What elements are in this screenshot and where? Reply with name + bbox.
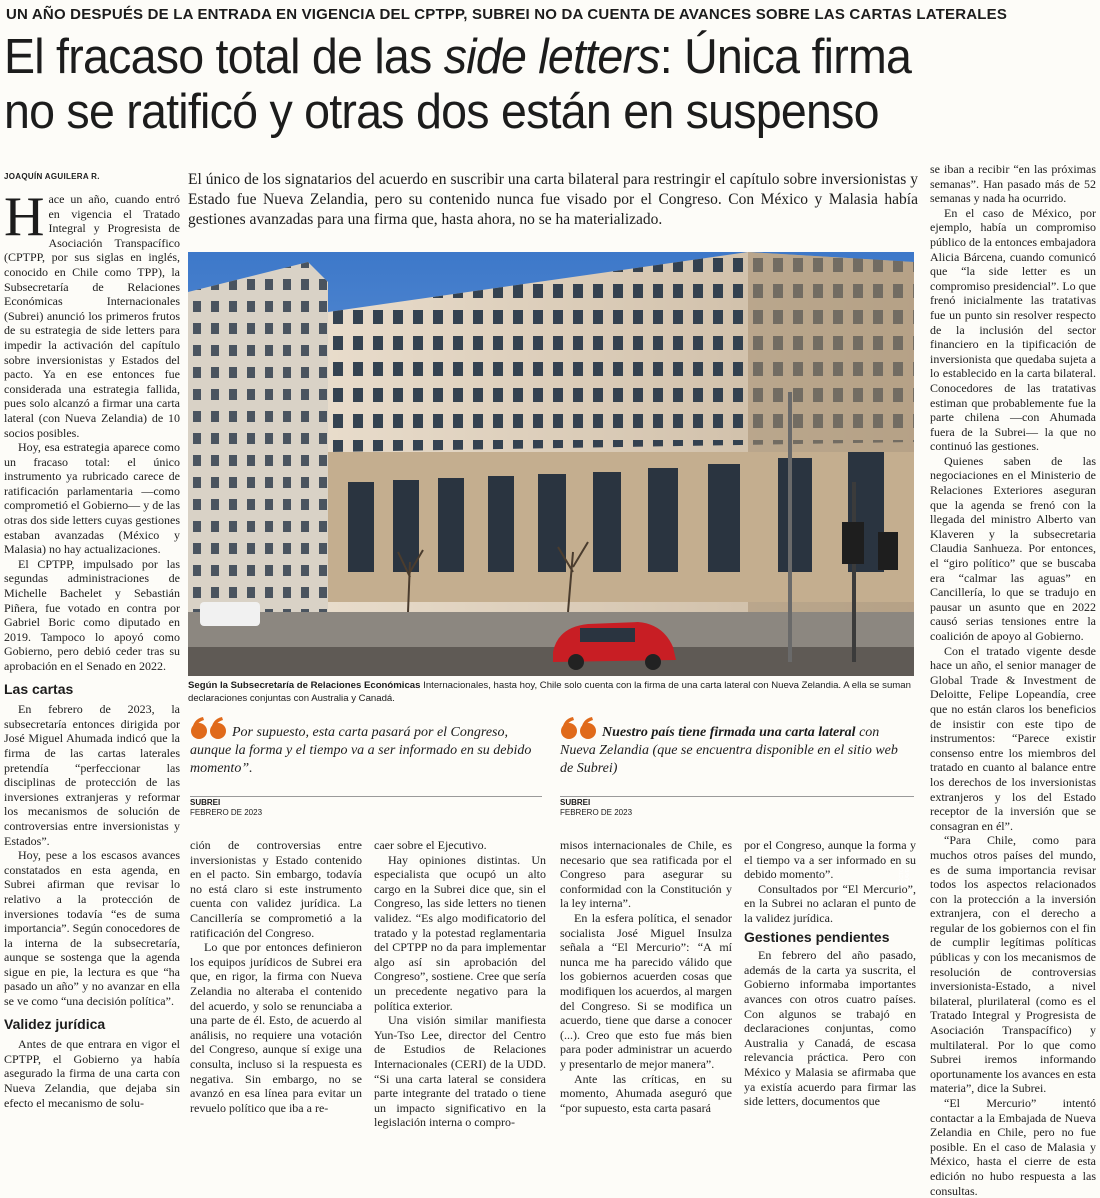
lead-paragraph: El único de los signatarios del acuerdo en suscribir una carta bilateral para restringir el capítulo sobre inversionistas y Estado fue Nueva Zelandia, pero su contenido nunca fue visado por el Congreso. Con México y Malasia había gestiones avanzadas para una firma que, hasta ahora, no se ha materializado. <box>188 171 918 228</box>
divider <box>190 796 542 797</box>
right-column: se iban a recibir “en las próximas semanas”. Han pasado más de 52 semanas y nada ha ocurrido. En el caso de México, por ejemplo, había un compromiso público de la entonces embajadora Alicia Bárcena, cuando comunicó que “la side letter es un compromiso presidencial”. Lo que frenó inicialmente las tratativas fue un punto sin resolver respecto de la inclusión del sector financiero en la tipificación de inversionista que quedaba sujeta a lo establecido en la carta bilateral. Conocedores de las tratativas estiman que probablemente fue la parte chilena —con Ahumada fuera de la Subrei— la que no continuó las gestiones. Quienes saben de las negociaciones en el Ministerio de Relaciones Exteriores aseguran que la agenda se frenó con la llegada del ministro Alberto van Klaveren y la subsecretaria Claudia Sanhueza. Por entonces, el “giro político” que se buscaba era “calmar las aguas” en Cancillería, lo que se tradujo en pausar un asunto que en 2022 causó serias tensiones entre la coalición de apoyo al Gobierno. Con el tratado vigente desde hace un año, el senior manager de Global Trade & Investment de Deloitte, Felipe Lopeandía, cree que no están claros los beneficios de insistir con este tipo de instrumentos: “Parece existir consenso entre los miembros del tratado en cuanto al balance entre los derechos de los inversionistas extranjeros y los del Estado receptor de la inversión que se consagran en él”. “Para Chile, como para muchos otros países del mundo, es de suma importancia revisar todos los aspectos relacionados con la protección a la inversión extranjera, con el derecho a regular de los gobiernos con el fin de cumplir legítimas políticas públicas y con los mecanismos de resolución de controversias inversionista-Estado, a nivel bilateral, plurilateral (como es el Tratado Integral y Progresista de Asociación Transpacífico) y multilateral. Por lo que como Subrei iremos informando oportunamente los avances en esta materia”, dice la Subrei. “El Mercurio” intentó contactar a la Embajada de Nueva Zelandia en Chile, pero no fue posible. En el caso de Malasia y México, hasta el cierre de esta edición no hubo respuesta a las consultas. <box>930 162 1096 1198</box>
body-column-3: misos internacionales de Chile, es necesario que sea ratificada por el Congreso para asegurar su conformidad con la Constitución y la ley interna”. En la esfera política, el senador socialista José Miguel Insulza señala a “El Mercurio”: “A mí nunca me ha parecido válido que los gobiernos acuerden cosas que modifiquen los acuerdos, al margen del Congreso. Si se modifica un acuerdo, tiene que darse a conocer (...). Creo que esto fue más bien para poder administrar un acuerdo y presentarlo de mejor manera”. Ante las críticas, en su momento, Ahumada aseguró que “por supuesto, esta carta pasará <box>560 838 732 1115</box>
body-column-1: ción de controversias entre inversionistas y Estado contenido en el pacto. Sin embargo, todavía no está claro si este instrumento cuenta con validez jurídica. La Cancillería se comprometió a la ratificación del Congreso. Lo que por entonces definieron los equipos jurídicos de Subrei era que, en rigor, la firma con Nueva Zelandia no alteraba el contenido del acuerdo, y solo se renunciaba a una parte de él. Esto, de acuerdo al análisis, no requiere una votación del Congreso, aunque sí exige una consulta, incluso si la respuesta es negativa. Sin embargo, no se avanzó en esa línea para evitar un revuelo político que iba a re- <box>190 838 362 1115</box>
section-heading-validez: Validez jurídica <box>4 1015 106 1032</box>
headline-line-1: El fracaso total de las side letters: Única firma <box>4 30 912 84</box>
paragraph: Hoy, esa estrategia aparece como un fracaso total: el único instrumento ya rubricado carece de ratificación parlamentaria —como comprometió el Gobierno— y de las otras dos side letters cuyas gestiones estaban avanzadas (México y Malasia) no hay actualizaciones. <box>4 440 180 557</box>
paragraph: Hoy, pese a los escasos avances constatados en esta agenda, en Subrei afirman que revisar lo relativo a la protección de inversiones todavía “es de suma importancia”. Según conocedores de la interna de la subsecretaría, aunque se sostenga que la agenda sigue en pie, la lectura es que “ha pasado un año” y no avanzar en ella se ve como “una decisión política”. <box>4 848 180 1009</box>
headline-line-2: no se ratificó y otras dos están en suspenso <box>4 85 879 139</box>
pull-quote-2: Nuestro país tiene firmada una carta lateral con Nueva Zelandia (que se encuentra disponible en el sitio web de Subrei) <box>560 716 910 778</box>
paragraph: En febrero de 2023, la subsecretaría entonces dirigida por José Miguel Ahumada indicó que la firma de las cartas laterales pretendía “perfeccionar las disciplinas de protección de las inversiones extranjeras y reformar los mecanismos de solución de controversias entre inversionistas y Estados”. <box>4 702 180 848</box>
paragraph: El CPTPP, impulsado por las segundas administraciones de Michelle Bachelet y Sebastián Piñera, fue votado en contra por Gabriel Boric como diputado en 2019. Tampoco lo apoyó como Gobierno, pero debió ceder tras su aprobación en el Senado en 2022. <box>4 556 180 673</box>
photo-credit: HÉCTOR ARAVENA <box>899 862 911 886</box>
quote-mark-icon <box>560 716 598 740</box>
divider <box>560 796 914 797</box>
quote-source-1: SUBREI FEBRERO DE 2023 <box>190 798 263 817</box>
pull-quote-1: Por supuesto, esta carta pasará por el Congreso, aunque la forma y el tiempo va a ser informado en su debido momento”. <box>190 716 540 778</box>
byline: JOAQUÍN AGUILERA R. <box>4 172 100 181</box>
paragraph: Antes de que entrara en vigor el CPTPP, el Gobierno ya había asegurado la firma de una carta con Nueva Zelandia, que dejaba sin efecto el mecanismo de solu- <box>4 1037 180 1110</box>
quote-mark-icon <box>190 716 228 740</box>
photo-caption: Según la Subsecretaría de Relaciones Económicas Internacionales, hasta hoy, Chile solo cuenta con la firma de una carta lateral con Nueva Zelandia. A ella se suman declaraciones conjuntas con Australia y Canadá. <box>188 680 911 704</box>
building-illustration <box>188 252 914 676</box>
section-heading-gestiones: Gestiones pendientes <box>744 928 890 945</box>
drop-cap: H <box>4 186 45 248</box>
quote-source-2: SUBREI FEBRERO DE 2023 <box>560 798 633 817</box>
kicker: UN AÑO DESPUÉS DE LA ENTRADA EN VIGENCIA DEL CPTPP, SUBREI NO DA CUENTA DE AVANCES SOBRE LAS CARTAS LATERALES <box>6 6 1008 23</box>
headline <box>4 30 1041 140</box>
section-heading-cartas: Las cartas <box>4 680 74 697</box>
left-column: Hace un año, cuando entró en vigencia el Tratado Integral y Progresista de Asociación Transpacífico (CPTPP, por sus siglas en inglés, conocido en Chile como TPP), la Subsecretaría de Relaciones Económicas Internacionales (Subrei) anunció los primeros frutos de su estrategia de side letters para impedir la activación del capítulo sobre inversionistas y Estados del pacto. Ya en ese entonces fue considerada una estrategia fallida, pues solo alcanzó a firmar una carta lateral (con Nueva Zelandia) de 10 socios posibles. Hoy, esa estrategia aparece como un fracaso total: el único instrumento ya rubricado carece de ratificación parlamentaria —como comprometió el Gobierno— y de las otras dos side letters cuyas gestiones estaban avanzadas (México y Malasia) no hay actualizaciones. El CPTPP, impulsado por las segundas administraciones de Michelle Bachelet y Sebastián Piñera, fue votado en contra por Gabriel Boric como diputado en 2019. Tampoco lo apoyó como Gobierno, pero debió ceder tras su aprobación en el Senado en 2022. Las cartas En febrero de 2023, la subsecretaría entonces dirigida por José Miguel Ahumada indicó que la firma de las cartas laterales pretendía “perfeccionar las disciplinas de protección de las inversiones extranjeras y reformar los mecanismos de solución de controversias entre inversionistas y Estados”. Hoy, pese a los escasos avances constatados en esta agenda, en Subrei afirman que revisar lo relativo a la protección de inversiones todavía “es de suma importancia”. Según conocedores de la interna de la subsecretaría, aunque se sostenga que la agenda sigue en pie, la lectura es que “ha pasado un año” y no avanzar en ella se ve como “una decisión política”. Validez jurídica Antes de que entrara en vigor el CPTPP, el Gobierno ya había asegurado la firma de una carta con Nueva Zelandia, que dejaba sin efecto el mecanismo de solu- <box>4 186 180 1110</box>
body-column-2: caer sobre el Ejecutivo. Hay opiniones distintas. Un especialista que ocupó un alto cargo en la Subrei dice que, sin el Congreso, las side letters no tienen validez. “Es algo modificatorio del tratado y la potestad reglamentaria del CPTPP no da para implementar algo así sin aprobación del Congreso”, sostiene. Cree que sería un precedente negativo para la política exterior. Una visión similar manifiesta Yun-Tso Lee, director del Centro de Estudios de Relaciones Internacionales (CERI) de la UDD. “Si una carta lateral se considera parte integrante del tratado o tiene un impacto significativo en la legislación interna o compro- <box>374 838 546 1130</box>
body-column-4: por el Congreso, aunque la forma y el tiempo va a ser informado en su debido momento”. Consultados por “El Mercurio”, en la Subrei no aclaran el punto de la validez jurídica. Gestiones pendientes En febrero del año pasado, además de la carta ya suscrita, el Gobierno informaba importantes avances con otros cuatro países. Con algunos se trabajó en declaraciones conjuntas, como Australia y Canadá, de escasa relevancia práctica. Pero con México y Malasia se afirmaba que ya existía acuerdo para firmar las side letters, documentos que <box>744 838 916 1109</box>
